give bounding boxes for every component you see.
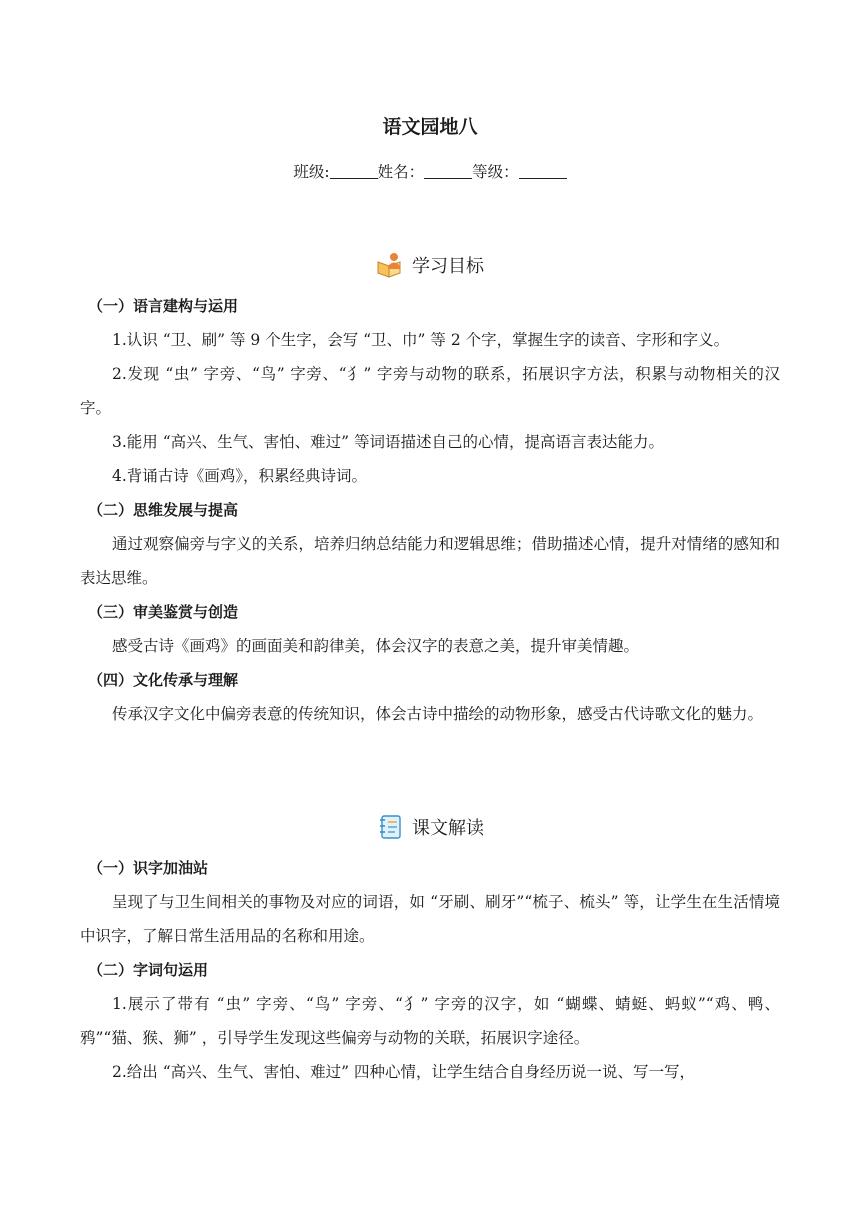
- subheading: （二）思维发展与提高: [88, 501, 239, 519]
- objectives-content: [80, 289, 780, 731]
- class-label: 班级:: [293, 163, 330, 181]
- page-title: 语文园地八: [382, 116, 478, 138]
- grade-blank: [519, 162, 567, 179]
- subheading: （四）文化传承与理解: [88, 671, 239, 689]
- subheading: （三）审美鉴赏与创造: [88, 603, 239, 621]
- notebook-icon: [376, 814, 404, 840]
- grade-label: 等级：: [472, 163, 519, 181]
- subheading: （一）识字加油站: [88, 859, 209, 877]
- paragraph: 呈现了与卫生间相关的事物及对应的词语，如 “牙刷、刷牙”“梳子、梳头” 等，让学生在生活情境中识字，了解日常生活用品的名称和用途。: [80, 893, 780, 945]
- name-blank: [424, 162, 472, 179]
- section-heading-text: 课文解读: [412, 818, 484, 839]
- section-heading-objectives: [0, 252, 860, 278]
- interpretation-content: [80, 851, 780, 1089]
- paragraph: 通过观察偏旁与字义的关系，培养归纳总结能力和逻辑思维；借助描述心情，提升对情绪的感知和表达思维。: [80, 535, 780, 587]
- paragraph: 2.给出 “高兴、生气、害怕、难过” 四种心情，让学生结合自身经历说一说、写一写，: [112, 1063, 695, 1081]
- reading-person-icon: [376, 252, 404, 278]
- subheading: （一）语言建构与运用: [88, 297, 239, 315]
- paragraph: 2.发现 “虫” 字旁、“鸟” 字旁、“犭” 字旁与动物的联系，拓展识字方法，积累与动物相关的汉字。: [80, 365, 780, 417]
- section-heading-interpretation: [0, 814, 860, 840]
- class-blank: [330, 162, 378, 179]
- subheading: （二）字词句运用: [88, 961, 209, 979]
- paragraph: 3.能用 “高兴、生气、害怕、难过” 等词语描述自己的心情，提高语言表达能力。: [112, 433, 664, 451]
- student-info-line: [0, 160, 860, 182]
- paragraph: 感受古诗《画鸡》的画面美和韵律美，体会汉字的表意之美，提升审美情趣。: [112, 637, 640, 655]
- name-label: 姓名：: [377, 163, 425, 181]
- paragraph: 传承汉字文化中偏旁表意的传统知识，体会古诗中描绘的动物形象，感受古代诗歌文化的魅力。: [112, 705, 764, 723]
- paragraph: 4.背诵古诗《画鸡》，积累经典诗词。: [112, 467, 368, 485]
- paragraph: 1.认识 “卫、刷” 等 9 个生字，会写 “卫、巾” 等 2 个字，掌握生字的读音、字形和字义。: [112, 331, 730, 349]
- section-heading-text: 学习目标: [412, 256, 484, 277]
- paragraph: 1.展示了带有 “虫” 字旁、“鸟” 字旁、“犭” 字旁的汉字，如 “蝴蝶、蜻蜓、蚂蚁”“鸡、鸭、鸦”“猫、猴、狮” ，引导学生发现这些偏旁与动物的关联，拓展识字途径。: [80, 995, 780, 1047]
